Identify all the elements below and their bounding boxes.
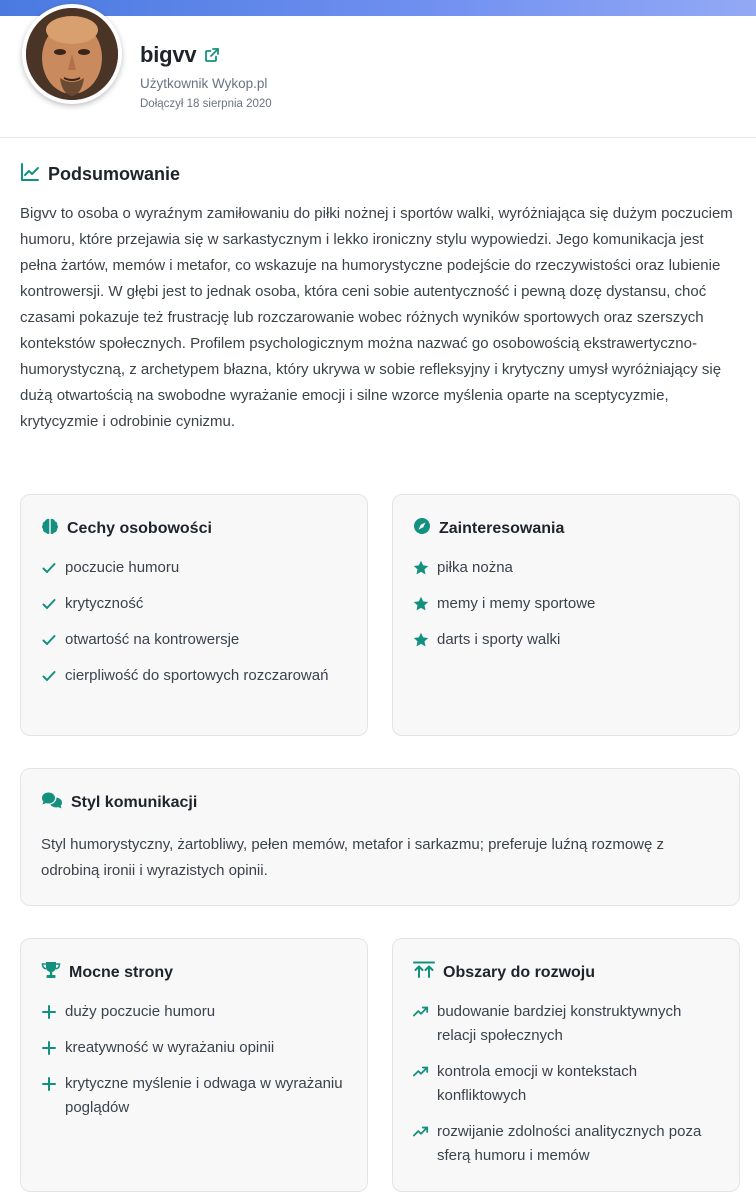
communication-card <box>20 768 740 906</box>
interest-text: memy i memy sportowe <box>437 595 596 612</box>
summary-title: Podsumowanie <box>48 164 181 184</box>
traits-list <box>41 556 347 688</box>
list-item <box>413 556 719 580</box>
summary-section <box>20 162 736 435</box>
strength-text: krytyczne myślenie i odwaga w wyrażaniu poglądów <box>65 1075 343 1116</box>
list-item <box>413 1060 719 1108</box>
star-icon <box>413 592 429 616</box>
check-icon <box>41 664 57 688</box>
traits-title: Cechy osobowości <box>67 519 212 537</box>
growth-card <box>392 938 740 1192</box>
username[interactable]: bigvv <box>140 42 197 67</box>
growth-text: kontrola emocji w kontekstach konfliktowych <box>437 1063 638 1104</box>
list-item <box>413 592 719 616</box>
interest-text: darts i sporty walki <box>437 631 561 648</box>
check-icon <box>41 628 57 652</box>
avatar[interactable] <box>22 4 122 104</box>
chart-line-icon <box>20 162 40 187</box>
username-row <box>140 42 220 68</box>
trending-up-icon <box>413 1120 429 1144</box>
traits-title-row <box>41 517 347 540</box>
strength-text: duży poczucie humoru <box>65 1003 216 1020</box>
arrows-up-icon <box>413 961 435 984</box>
trending-up-icon <box>413 1000 429 1024</box>
traits-card <box>20 494 368 736</box>
summary-title-row <box>20 162 736 187</box>
growth-title: Obszary do rozwoju <box>443 963 596 981</box>
list-item <box>41 1036 347 1060</box>
communication-title-row <box>41 791 719 814</box>
check-icon <box>41 592 57 616</box>
interests-list <box>413 556 719 652</box>
plus-icon <box>41 1036 57 1060</box>
join-date: Dołączył 18 sierpnia 2020 <box>140 98 272 110</box>
growth-text: rozwijanie zdolności analitycznych poza sferą humoru i memów <box>437 1123 702 1164</box>
trending-up-icon <box>413 1060 429 1084</box>
communication-title: Styl komunikacji <box>71 793 198 811</box>
list-item <box>413 628 719 652</box>
trait-text: poczucie humoru <box>65 559 180 576</box>
trait-text: krytyczność <box>65 595 144 612</box>
star-icon <box>413 628 429 652</box>
star-icon <box>413 556 429 580</box>
external-link-icon[interactable] <box>204 47 220 63</box>
plus-icon <box>41 1072 57 1096</box>
list-item <box>41 556 347 580</box>
user-role: Użytkownik Wykop.pl <box>140 76 268 91</box>
growth-text: budowanie bardziej konstruktywnych relacji społecznych <box>437 1003 682 1044</box>
list-item <box>41 592 347 616</box>
plus-icon <box>41 1000 57 1024</box>
list-item <box>41 1000 347 1024</box>
list-item <box>41 628 347 652</box>
list-item <box>413 1120 719 1168</box>
trait-text: otwartość na kontrowersje <box>65 631 240 648</box>
brain-icon <box>41 517 59 540</box>
trait-text: cierpliwość do sportowych rozczarowań <box>65 667 329 684</box>
trophy-icon <box>41 961 61 984</box>
communication-text: Styl humorystyczny, żartobliwy, pełen memów, metafor i sarkazmu; preferuje luźną rozmowę z odrobiną ironii i wyrazistych opinii. <box>41 836 664 879</box>
strengths-list <box>41 1000 347 1120</box>
growth-list <box>413 1000 719 1168</box>
list-item <box>41 664 347 688</box>
chat-bubbles-icon <box>41 791 63 814</box>
list-item <box>41 1072 347 1120</box>
list-item <box>413 1000 719 1048</box>
strengths-title: Mocne strony <box>69 963 174 981</box>
growth-title-row <box>413 961 719 984</box>
strengths-card <box>20 938 368 1192</box>
strengths-title-row <box>41 961 347 984</box>
summary-text: Bigvv to osoba o wyraźnym zamiłowaniu do piłki nożnej i sportów walki, wyróżniająca się dużym poczuciem humoru, które przejawia się w sarkastycznym i lekko ironiczny stylu wypowiedzi. Jego komunikacja jest pełna żartów, memów i metafor, co wskazuje na humorystyczne podejście do rzeczywistości oraz lubienie kontrowersji. W głębi jest to jednak osoba, która ceni sobie autentyczność i pewną dozę dystansu, choć czasami pokazuje też frustrację lub rozczarowanie wobec różnych wyników sportowych oraz szerszych kontekstów społecznych. Profilem psychologicznym można nazwać go osobowością ekstrawertyczno-humorystyczną, z archetypem błazna, który ukrywa w sobie refleksyjny i krytyczny umysł wyróżniający się dużą otwartością na swobodne wyrażanie emocji i silne wzorce myślenia oparte na sceptycyzmie, krytycyzmie i odrobinie cynizmu. <box>20 205 733 430</box>
interests-card <box>392 494 740 736</box>
interests-title-row <box>413 517 719 540</box>
interest-text: piłka nożna <box>437 559 513 576</box>
strength-text: kreatywność w wyrażaniu opinii <box>65 1039 275 1056</box>
compass-icon <box>413 517 431 540</box>
interests-title: Zainteresowania <box>439 519 565 537</box>
check-icon <box>41 556 57 580</box>
profile-header <box>0 0 756 138</box>
